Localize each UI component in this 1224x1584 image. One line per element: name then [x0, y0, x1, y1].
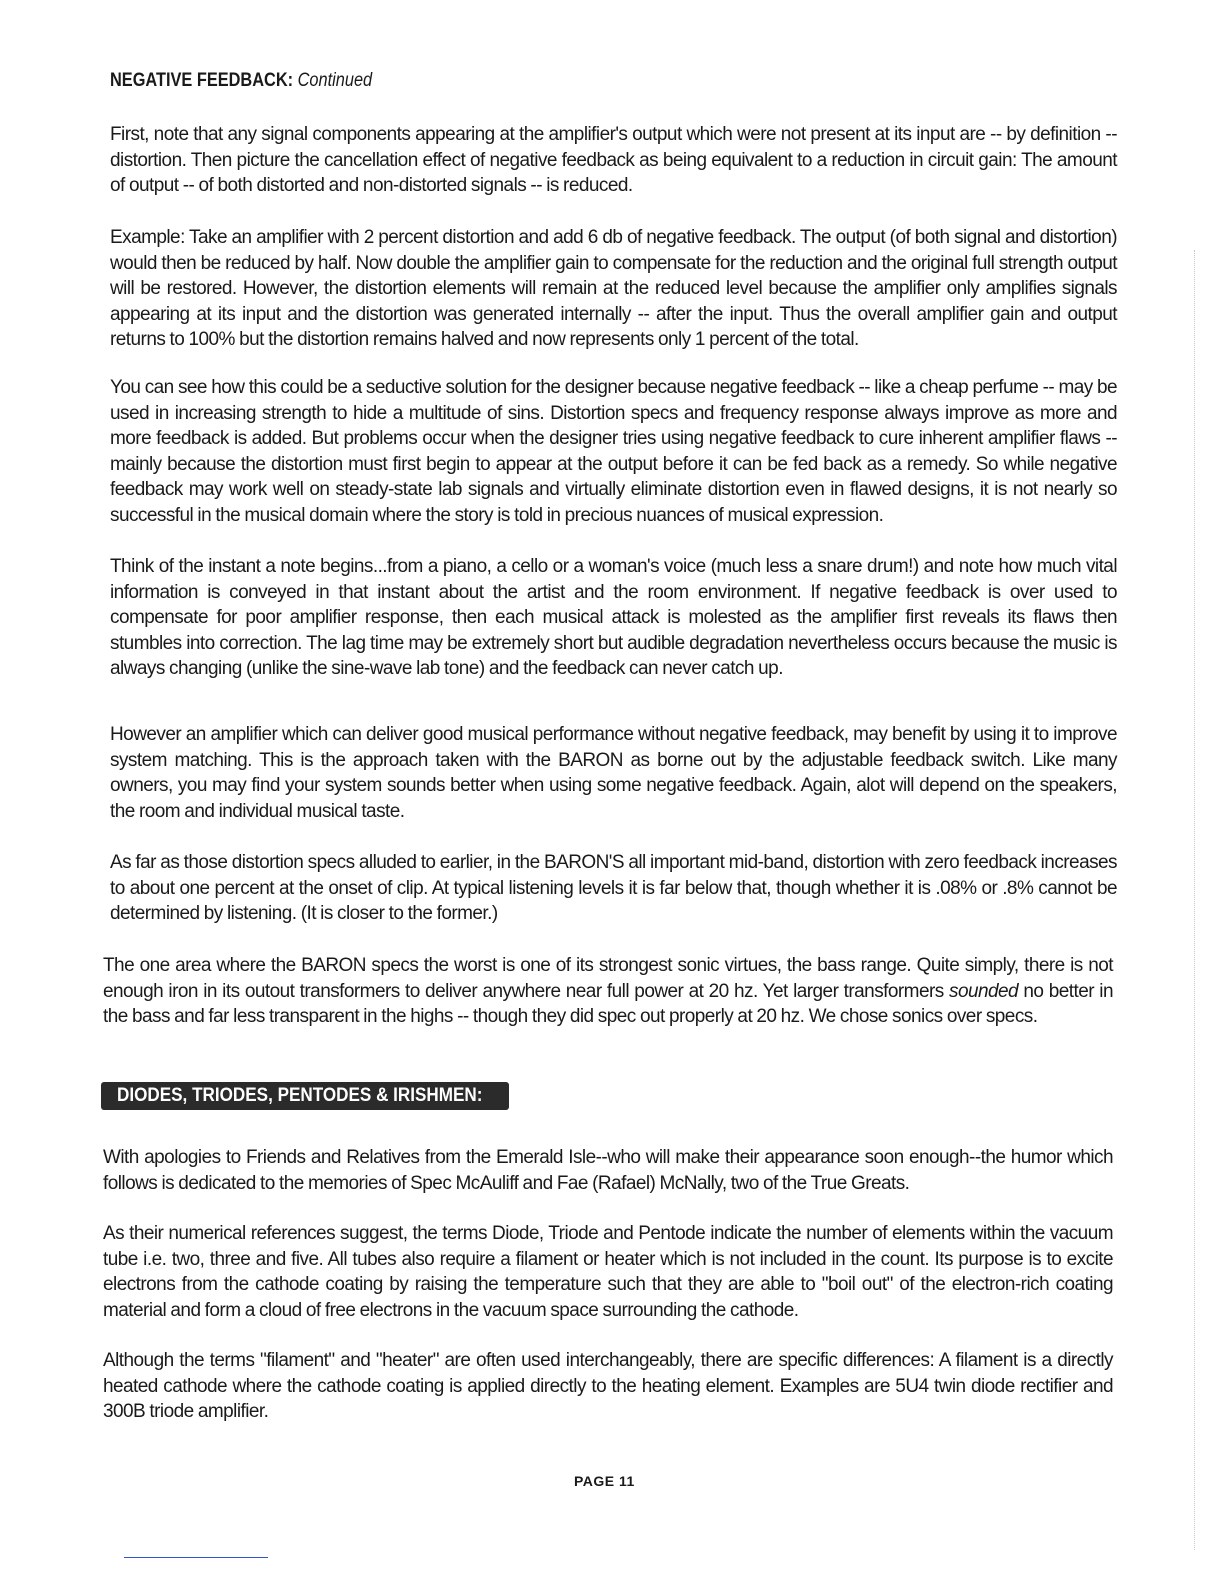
heading-title: NEGATIVE FEEDBACK:: [110, 70, 294, 91]
paragraph-4: Think of the instant a note begins...from a piano, a cello or a woman's voice (much less a snare drum!) and note how much vital information is conveyed in that instant about the artist and the room environment. If negative feedback is over used to compensate for poor amplifier response, then each musical attack is molested as the amplifier first reveals its flaws then stumbles into correction. The lag time may be extremely short but audible degradation nevertheless occurs because the music is always changing (unlike the sine-wave lab tone) and the feedback can never catch up.: [110, 556, 1117, 679]
section-paragraph-1: With apologies to Friends and Relatives from the Emerald Isle--who will make their appearance soon enough--the humor which follows is dedicated to the memories of Spec McAuliff and Fae (Rafael) McNally, two of the True Greats.: [103, 1147, 1113, 1194]
page-heading: [110, 70, 372, 92]
paragraph-6: As far as those distortion specs alluded to earlier, in the BARON'S all important mid-band, distortion with zero feedback increases to about one percent at the onset of clip. At typical listening levels it is far below that, though whether it is .08% or .8% cannot be determined by listening. (It is closer to the former.): [110, 852, 1117, 924]
paragraph-1: First, note that any signal components appearing at the amplifier's output which were not present at its input are -- by definition -- distortion. Then picture the cancellation effect of negative feedback as being equivalent to a reduction in circuit gain: The amount of output -- of both distorted and non-distorted signals -- is reduced.: [110, 124, 1117, 196]
bass-text-start: The one area where the BARON specs the worst is one of its strongest sonic virtues, the bass range. Quite simply, there is not enough iron in its outout transformers to deliver anywhere near full power at 20 hz. Yet larger transformers: [103, 955, 1113, 1002]
footnote-rule: [124, 1557, 268, 1558]
section-paragraph-2: As their numerical references suggest, the terms Diode, Triode and Pentode indicate the number of elements within the vacuum tube i.e. two, three and five. All tubes also require a filament or heater which is not included in the count. Its purpose is to excite electrons from the cathode coating by raising the temperature such that they are able to "boil out" of the electron-rich coating material and form a cloud of free electrons in the vacuum space surrounding the cathode.: [103, 1223, 1113, 1321]
heading-subtitle: Continued: [297, 70, 373, 91]
scan-edge-line: [1194, 250, 1195, 1550]
paragraph-bass: [103, 953, 1113, 1030]
bass-emphasis: sounded: [949, 980, 1019, 1002]
page-number: PAGE 11: [574, 1473, 635, 1489]
paragraph-2: Example: Take an amplifier with 2 percent distortion and add 6 db of negative feedback. The output (of both signal and distortion) would then be reduced by half. Now double the amplifier gain to compensate for the reduction and the original full strength output will be restored. However, the distortion elements will remain at the reduced level because the amplifier only amplifies signals appearing at its input and the distortion was generated internally -- after the input. Thus the overall amplifier gain and output returns to 100% but the distortion remains halved and now represents only 1 percent of the total.: [110, 227, 1117, 350]
paragraph-5: However an amplifier which can deliver good musical performance without negative feedback, may benefit by using it to improve system matching. This is the approach taken with the BARON as borne out by the adjustable feedback switch. Like many owners, you may find your system sounds better when using some negative feedback. Again, alot will depend on the speakers, the room and individual musical taste.: [110, 724, 1117, 822]
bass-text-end: no better in the bass and far less transparent in the highs -- though they did spec out properly at 20 hz. We chose sonics over specs.: [103, 980, 1113, 1027]
section-heading: DIODES, TRIODES, PENTODES & IRISHMEN:: [117, 1085, 483, 1106]
paragraph-3: You can see how this could be a seductive solution for the designer because negative feedback -- like a cheap perfume -- may be used in increasing strength to hide a multitude of sins. Distortion specs and frequency response always improve as more and more feedback is added. But problems occur when the designer tries using negative feedback to cure inherent amplifier flaws -- mainly because the distortion must first begin to appear at the output before it can be fed back as a remedy. So while negative feedback may work well on steady-state lab signals and virtually eliminate distortion even in flawed designs, it is not nearly so successful in the musical domain where the story is told in precious nuances of musical expression.: [110, 377, 1117, 526]
section-paragraph-3: Although the terms "filament" and "heater" are often used interchangeably, there are specific differences: A filament is a directly heated cathode where the cathode coating is applied directly to the heating element. Examples are 5U4 twin diode rectifier and 300B triode amplifier.: [103, 1350, 1113, 1422]
